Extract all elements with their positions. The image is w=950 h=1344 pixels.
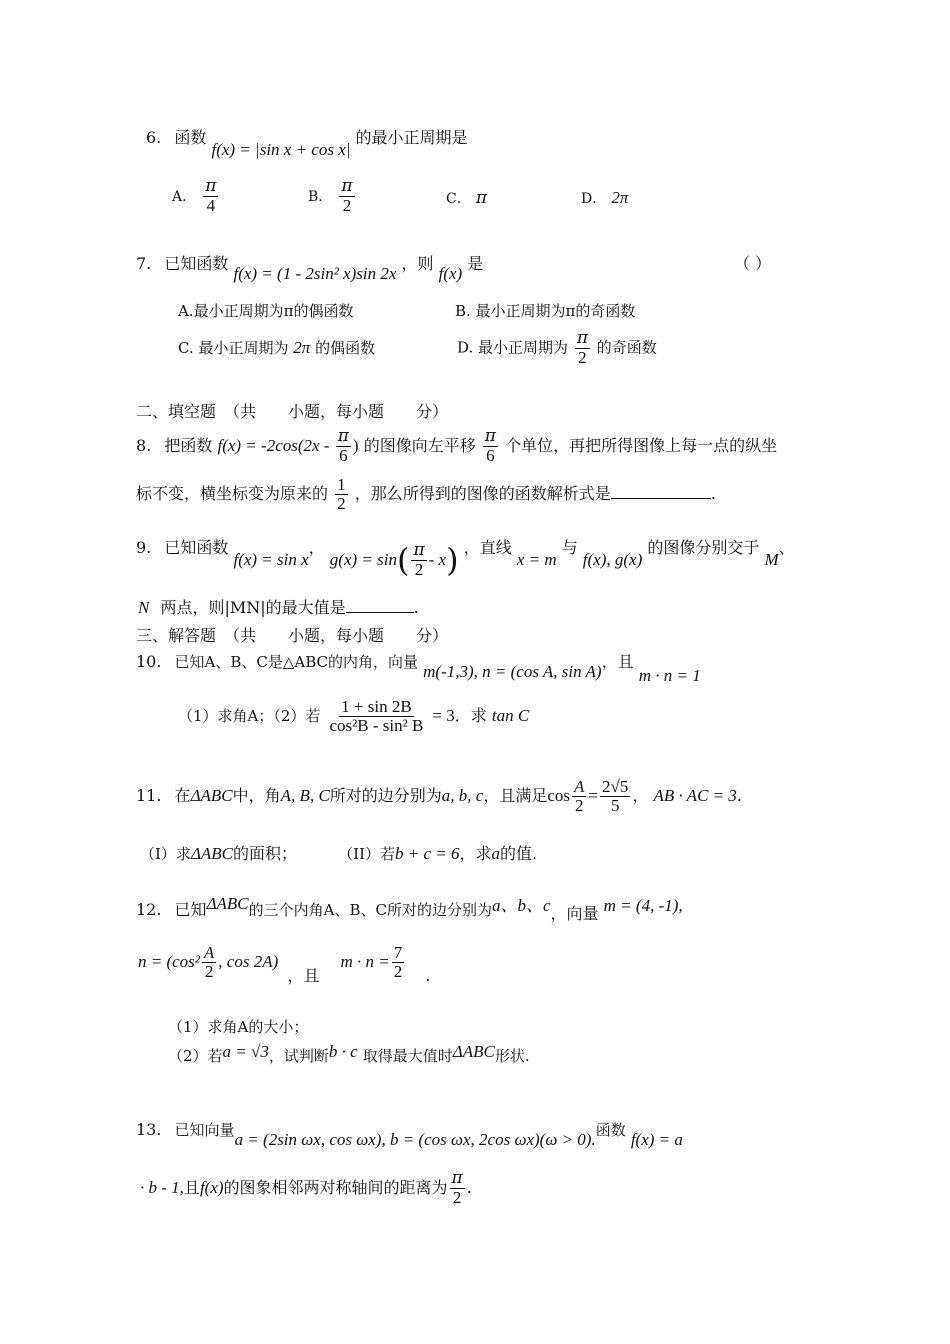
question-number: 12. (136, 900, 162, 919)
fraction: $\frac{\pi}{4}$ (205, 176, 217, 215)
question-text: 函数 (174, 128, 207, 147)
question-text: 的三个内角A、B、C所对的边分别为 (248, 901, 492, 919)
q6-option-c (446, 188, 487, 208)
formula: g(x) = sin (329, 549, 397, 569)
formula: f(x) = sin x (233, 549, 309, 569)
formula: f(x) (199, 1177, 224, 1197)
question-text: 在 (174, 785, 191, 805)
question-text: 两点，则|MN|的最大值是 (160, 598, 346, 617)
question-text: ，求 (459, 844, 492, 863)
formula: a = √3 (222, 1042, 269, 1061)
option-label: D． (581, 191, 607, 207)
question-text: ，向量 (550, 904, 599, 923)
q11-parts (140, 844, 537, 864)
formula: ΔABC (190, 785, 233, 805)
formula: M (764, 549, 779, 569)
question-number: 6. (146, 128, 162, 147)
section-heading: 三、解答题 （共 小题，每小题 分） (136, 626, 449, 645)
question-text: 的值. (500, 844, 538, 863)
q7-option-b: B. 最小正周期为π的奇函数 (455, 302, 636, 320)
q12-part1: （1）求角A的大小； (168, 1018, 309, 1036)
question-text: 已知A、B、C是△ABC的内角，向量 (174, 653, 419, 671)
formula: ΔABC (452, 1042, 495, 1061)
q7-option-d (457, 330, 657, 367)
question-text: 所对的边分别为 (329, 785, 442, 805)
question-number: 11. (136, 785, 162, 805)
question-text: ，且 (287, 965, 320, 985)
fraction: $\frac{\pi}{2}$ (341, 176, 353, 215)
question-text: ，试判断 (268, 1047, 329, 1065)
option-text: 的偶函数 (315, 339, 376, 357)
formula: a = (2sin ωx, cos ωx), b = (cos ωx, 2cos ωx)(ω > 0). (234, 1130, 596, 1149)
q10-stem (136, 652, 701, 685)
fraction: $\frac{\pi}{2}$ (451, 1168, 463, 1207)
question-text: 已知函数 (164, 537, 229, 557)
q7-stem (136, 254, 484, 283)
formula: a, b, c (441, 785, 484, 805)
punctuation: . (413, 598, 419, 617)
formula: = 3 (432, 705, 455, 725)
section-heading: 二、填空题 （共 小题，每小题 分） (136, 402, 449, 421)
fraction: $\frac{2√5}{5}$ (602, 777, 629, 815)
question-text: 与 (561, 537, 578, 557)
formula: ) (352, 435, 359, 455)
formula: tan C (491, 705, 530, 725)
question-text: ，且满足 (483, 785, 548, 805)
question-text: 的面积； (233, 844, 298, 863)
question-text: ，且 (601, 652, 634, 671)
q12-stem (136, 894, 683, 923)
question-text: 标不变，横坐标变为原来的 (136, 483, 329, 503)
question-text: （I）求 (140, 845, 191, 863)
q12-line2 (138, 943, 431, 985)
question-text: 把函数 (164, 435, 213, 455)
formula: AB · AC = 3 (653, 785, 737, 805)
question-text: 的图象相邻两对称轴间的距离为 (223, 1177, 448, 1197)
question-text: 中，角 (232, 785, 281, 805)
question-text: 已知函数 (164, 254, 229, 273)
q7-option-c (178, 338, 375, 358)
option-label: A． (172, 188, 197, 205)
punctuation: . (466, 1177, 472, 1197)
formula: a (491, 844, 501, 863)
answer-blank[interactable] (611, 498, 711, 499)
formula: b · c (328, 1042, 358, 1061)
option-text: 的奇函数 (596, 338, 657, 357)
question-text: 个单位，再把所得图像上每一点的纵坐 (505, 435, 778, 455)
fraction: $\frac{\pi}{2}$ (413, 540, 425, 579)
question-number: 8. (136, 435, 152, 455)
formula: · b - 1, (140, 1177, 184, 1197)
q13-line2 (140, 1170, 472, 1207)
formula: , cos 2A) (218, 951, 279, 971)
question-text: 的图像向左平移 (363, 435, 476, 455)
q6-option-b (308, 178, 357, 215)
q12-part2 (168, 1042, 530, 1066)
formula: N (138, 598, 150, 617)
fraction: $\frac{A}{2}$ (203, 943, 215, 981)
question-text: ，则 (401, 254, 434, 273)
formula: A, B, C (280, 785, 330, 805)
formula: m = (4, -1), (603, 896, 683, 915)
formula: - x (428, 549, 447, 569)
formula: f(x) = a (630, 1130, 683, 1149)
q10-parts (178, 698, 529, 735)
fraction: $\frac{1 + \sin 2B}{\text{cos²B - sin² B}}$ (329, 697, 424, 735)
formula: a、b、c (492, 896, 551, 915)
option-value: π (475, 188, 487, 208)
q6-option-d (581, 188, 628, 208)
punctuation: ， (308, 537, 325, 557)
q7-option-a: A.最小正周期为π的偶函数 (178, 302, 354, 320)
q9-line2 (138, 598, 419, 618)
punctuation: . (710, 483, 716, 503)
question-text: （II）若 (338, 845, 395, 863)
question-number: 13. (136, 1120, 162, 1139)
question-text: 是 (467, 254, 484, 273)
fraction: $\frac{A}{2}$ (574, 777, 585, 815)
question-text: （2）若 (168, 1047, 223, 1065)
answer-bracket: （ ） (734, 254, 772, 273)
fraction: $\frac{\pi}{6}$ (484, 426, 496, 465)
answer-blank[interactable] (346, 612, 414, 613)
question-number: 10. (136, 652, 162, 671)
question-number: 7. (136, 254, 152, 273)
option-value: 2π (611, 188, 629, 207)
option-label: B． (308, 188, 333, 205)
q9-stem: 9. 已知函数 f(x) = sin x， g(x) = sin( $\frac{\pi}{2}$ - x) ，直线 x = m 与 f(x), g(x) 的图像分别交于 M、 (136, 537, 795, 579)
formula: = (588, 785, 599, 805)
formula: f(x) = (1 - 2sin² x)sin 2x (233, 264, 397, 283)
question-text: 形状. (494, 1047, 530, 1065)
question-text: 已知 (174, 900, 207, 919)
question-text: ，那么所得到的图像的函数解析式是 (354, 483, 611, 503)
formula: n = (cos² (138, 951, 200, 971)
question-text: 函数 (595, 1121, 626, 1139)
formula: f(x) = -2cos(2x - (217, 435, 334, 455)
q8-line2 (136, 476, 716, 513)
q11-stem (136, 778, 742, 815)
question-text: ．求 (454, 705, 487, 725)
formula: m · n = (340, 951, 390, 971)
formula: b + c = 6 (395, 844, 460, 863)
punctuation: 、 (778, 537, 795, 557)
q6-option-a (172, 178, 220, 215)
question-text: 的图像分别交于 (647, 537, 760, 557)
formula: x = m (516, 549, 557, 569)
punctuation: . (425, 965, 431, 985)
option-text: C. 最小正周期为 (178, 339, 289, 357)
question-text: 的最小正周期是 (355, 128, 468, 147)
formula: m · n = 1 (638, 666, 701, 685)
question-number: 9. (136, 537, 152, 557)
question-text: 取得最大值时 (362, 1047, 453, 1065)
formula: f(x) (438, 264, 463, 283)
q6-stem (146, 128, 468, 159)
formula: f(x) = |sin x + cos x| (211, 140, 351, 159)
formula: ΔABC (206, 894, 249, 913)
option-value: 2π (293, 338, 311, 357)
punctuation: ， (632, 785, 649, 805)
q13-stem (136, 1120, 683, 1149)
question-text: 已知向量 (174, 1121, 235, 1139)
question-text: （1）求角A；（2）若 (178, 706, 321, 725)
q8-stem (136, 428, 777, 465)
fraction: $\frac{7}{2}$ (393, 943, 403, 981)
punctuation: . (736, 785, 742, 805)
formula: ΔABC (190, 844, 234, 863)
formula: m(-1,3), n = (cos A, sin A) (423, 662, 602, 681)
formula: f(x), g(x) (582, 549, 643, 569)
question-text: ，直线 (463, 537, 512, 557)
fraction: $\frac{\pi}{2}$ (576, 328, 588, 367)
option-text: D. 最小正周期为 (457, 338, 569, 357)
question-text: 且 (183, 1177, 200, 1197)
fraction: $\frac{1}{2}$ (337, 475, 346, 513)
formula: cos (547, 785, 571, 805)
fraction: $\frac{\pi}{6}$ (337, 426, 349, 465)
option-label: C． (446, 191, 471, 207)
